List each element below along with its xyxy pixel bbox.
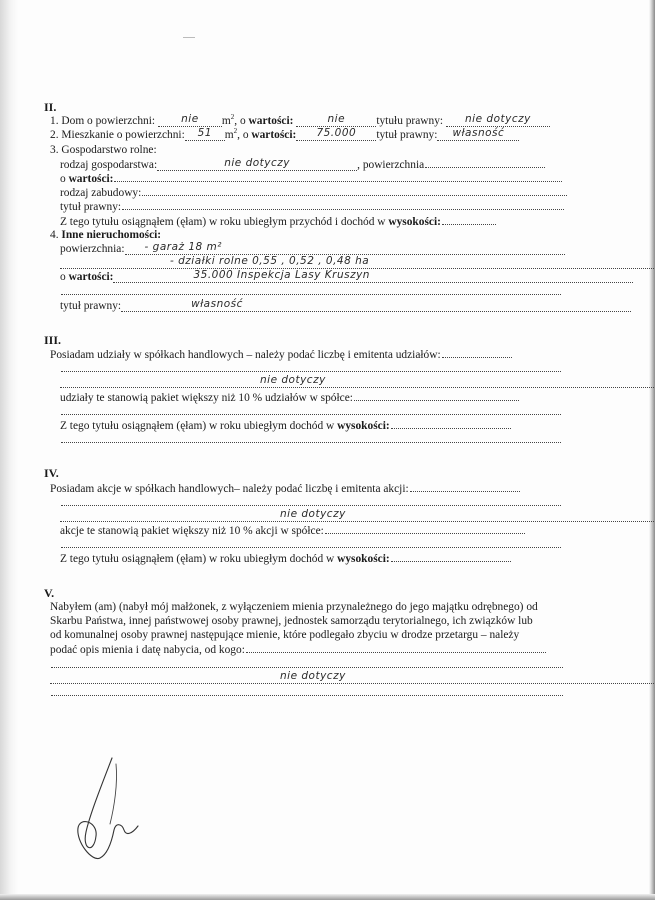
shares-income-field[interactable] <box>391 418 511 429</box>
other-area-field-2[interactable]: - działki rolne 0,55 , 0,52 , 0,48 ha <box>60 256 655 269</box>
stocks-field-3[interactable] <box>61 537 561 548</box>
farm-line: 3. Gospodarstwo rolne: <box>50 143 157 156</box>
stocks-line-3 <box>44 537 604 551</box>
other-value-line: o wartości: 35.000 Inspekcja Lasy Kruszyn <box>44 270 604 284</box>
scan-edge-bottom <box>0 894 655 900</box>
shares-field-4[interactable] <box>61 432 561 443</box>
stocks-package-field[interactable] <box>325 523 525 534</box>
shares-package-line: udziały te stanowią pakiet większy niż 10 % udziałów w spółce: <box>44 390 604 404</box>
stocks-income-field[interactable] <box>391 551 511 562</box>
handwritten-signature <box>72 754 142 866</box>
stocks-line-1 <box>44 495 604 509</box>
farm-type-line: rodzaj gospodarstwa: nie dotyczy , powierzchnia <box>44 157 604 171</box>
house-area-field[interactable]: nie <box>158 114 222 127</box>
scan-edge-left <box>0 0 18 900</box>
shares-field-1[interactable] <box>61 361 561 372</box>
apartment-line: 2. Mieszkanie o powierzchni: 51 $m^2$, o wartości: 75.000 tytuł prawny: własność <box>44 128 604 142</box>
other-value-field-2[interactable] <box>61 284 561 295</box>
acquired-text-line-1: Nabyłem (am) (nabył mój małżonek, z wyłączeniem mienia przynależnego do jego majątku odrębnego) od <box>50 600 538 613</box>
shares-field-2[interactable]: nie dotyczy <box>60 375 655 388</box>
farm-value-line: o wartości: <box>44 171 604 185</box>
farm-buildings-field[interactable] <box>142 185 567 196</box>
scan-edge-right <box>649 0 655 900</box>
section-5-heading: V. <box>44 585 55 600</box>
acquired-field-2[interactable]: nie dotyczy <box>50 671 655 684</box>
other-value-line-2 <box>44 284 604 298</box>
stocks-income-line: Z tego tytułu osiągnąłem (ęłam) w roku ubiegłym dochód w wysokości: <box>44 551 604 565</box>
house-line: 1. Dom o powierzchni: nie $m^2$, o wartości: nie tytułu prawny: nie dotyczy <box>44 114 604 128</box>
section-2-heading: II. <box>44 100 57 114</box>
stocks-intro-field[interactable] <box>410 481 520 492</box>
shares-line-4 <box>44 432 604 446</box>
farm-buildings-line: rodzaj zabudowy: <box>44 185 604 199</box>
farm-title-field[interactable] <box>122 199 564 210</box>
stocks-field-1[interactable] <box>61 495 561 506</box>
shares-field-3[interactable] <box>61 404 561 415</box>
house-value-field[interactable]: nie <box>296 114 376 127</box>
other-title-field[interactable]: własność <box>121 299 631 312</box>
stocks-field-2[interactable]: nie dotyczy <box>60 509 655 522</box>
other-property-line: 4. Inne nieruchomości: <box>50 228 162 241</box>
apartment-area-field[interactable]: 51 <box>185 128 225 141</box>
section-4-heading: IV. <box>44 466 59 481</box>
farm-area-field[interactable] <box>425 157 545 168</box>
declaration-content <box>44 98 604 699</box>
stocks-package-line: akcje te stanowią pakiet większy niż 10 % akcji w spółce: <box>44 523 604 537</box>
other-area-field[interactable]: - garaż 18 m² <box>125 242 565 255</box>
acquired-field-1[interactable] <box>51 657 563 668</box>
shares-package-field[interactable] <box>354 390 519 401</box>
stocks-line-2 <box>44 509 604 523</box>
farm-type-field[interactable]: nie dotyczy <box>157 158 357 171</box>
apartment-value-field[interactable]: 75.000 <box>296 128 376 141</box>
shares-intro-line: Posiadam udziały w spółkach handlowych – należy podać liczbę i emitenta udziałów: <box>44 347 604 361</box>
scan-mark <box>183 37 195 38</box>
shares-income-line: Z tego tytułu osiągnąłem (ęłam) w roku ubiegłym dochód w wysokości: <box>44 418 604 432</box>
acquired-field-0[interactable] <box>246 642 546 653</box>
farm-value-field[interactable] <box>114 171 562 182</box>
acquired-text-line-4: podać opis mienia i datę nabycia, od kogo: <box>44 642 604 656</box>
acquired-field-3[interactable] <box>51 685 563 696</box>
farm-income-line: Z tego tytułu osiągnąłem (ęłam) w roku ubiegłym przychód i dochód w wysokości: <box>44 214 604 228</box>
acquired-line-1 <box>44 657 604 671</box>
farm-income-field[interactable] <box>442 214 496 225</box>
other-value-field[interactable]: 35.000 Inspekcja Lasy Kruszyn <box>113 270 633 283</box>
stocks-intro-line: Posiadam akcje w spółkach handlowych– należy podać liczbę i emitenta akcji: <box>44 481 604 495</box>
acquired-line-2 <box>44 671 604 685</box>
other-title-line: tytuł prawny: własność <box>44 299 604 313</box>
shares-line-3 <box>44 404 604 418</box>
acquired-text-line-2: Skarbu Państwa, innej państwowej osoby prawnej, jednostek samorządu terytorialnego, ich związków lub <box>50 615 533 627</box>
shares-intro-field[interactable] <box>442 347 512 358</box>
acquired-line-3 <box>44 685 604 699</box>
house-title-field[interactable]: nie dotyczy <box>446 114 550 127</box>
farm-title-line: tytuł prawny: <box>44 199 604 213</box>
section-3-heading: III. <box>44 332 62 347</box>
apartment-title-field[interactable]: własność <box>437 128 519 141</box>
shares-line-2 <box>44 375 604 389</box>
acquired-text-line-3: od komunalnej osoby prawnej następujące mienie, które podlegało zbyciu w drodze przetargu – należy <box>50 629 520 642</box>
other-area-line: powierzchnia: - garaż 18 m² <box>44 242 604 256</box>
